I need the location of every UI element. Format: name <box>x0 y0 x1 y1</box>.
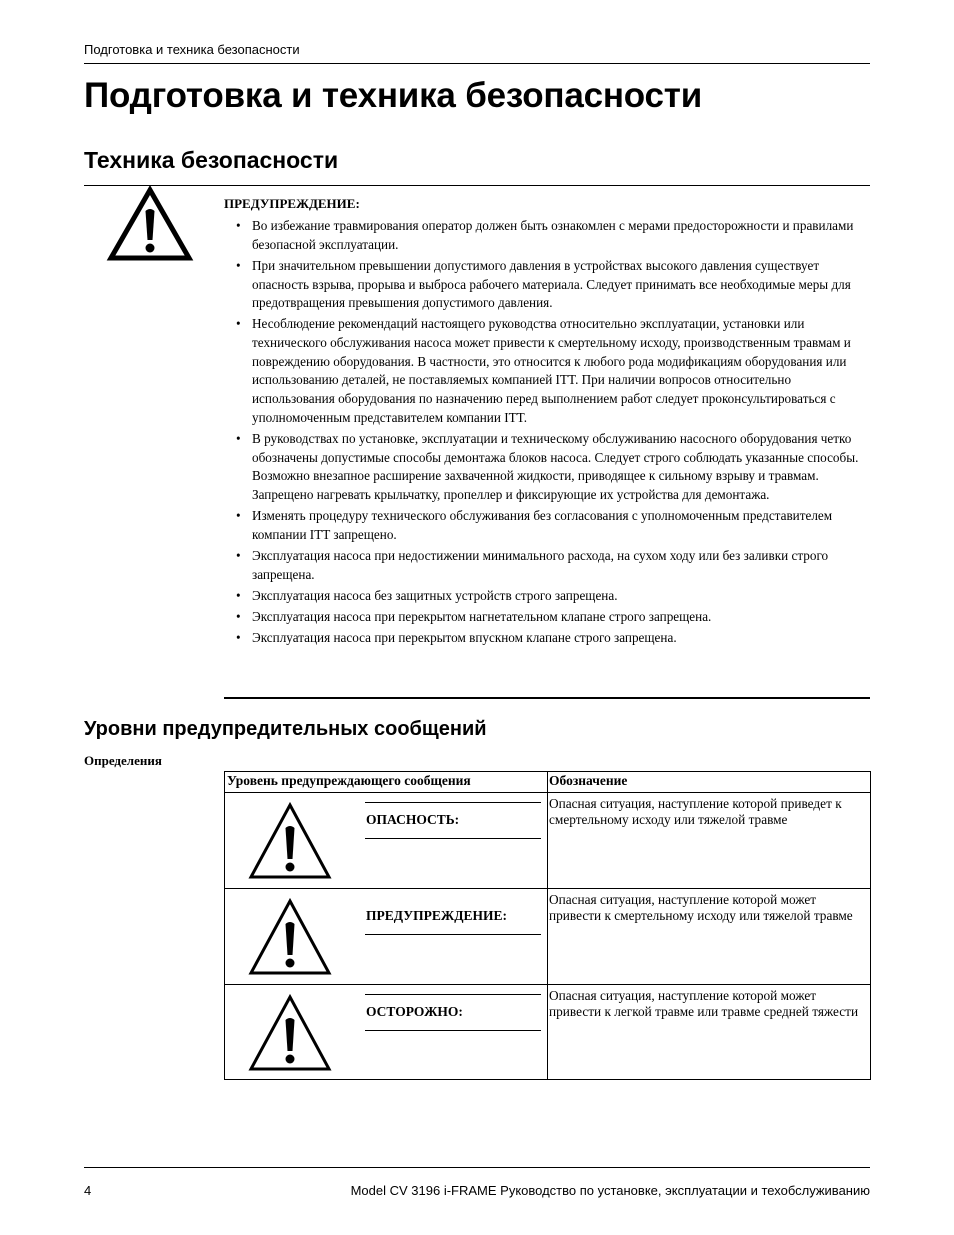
levels-title: Уровни предупредительных сообщений <box>84 718 487 740</box>
list-item: • Во избежание травмирования оператор должен быть ознакомлен с мерами предосторожности и правилами безопасной эксплуатации. <box>236 217 870 254</box>
list-item: • В руководствах по установке, эксплуатации и техническому обслуживанию насосного оборудования четко обозначены допустимые способы демонтажа блоков насоса. Следует строго соблюдать указанные способы. Возможно внезапное расширение захваченной жидкости, приводящее к сильному взрыву и травмам. Запрещено нагревать крыльчатку, пропеллер и фиксирующие их устройства для демонтажа. <box>236 430 870 505</box>
level-line-top <box>365 802 541 803</box>
level-description: Опасная ситуация, наступление которой может привести к смертельному исходу или тяжелой травме <box>549 892 853 923</box>
table-header-meaning: Обозначение <box>549 773 628 788</box>
section-rule <box>84 185 870 186</box>
level-name: ОПАСНОСТЬ: <box>366 812 460 827</box>
list-item: • Изменять процедуру технического обслуживания без согласования с уполномоченным представителем компании ITT запрещено. <box>236 507 870 544</box>
list-item: • Эксплуатация насоса при перекрытом нагнетательном клапане строго запрещена. <box>236 608 870 627</box>
list-item: • Эксплуатация насоса при недостижении минимального расхода, на сухом ходу или без заливки строго запрещена. <box>236 547 870 584</box>
section-title: Техника безопасности <box>84 147 339 173</box>
level-description: Опасная ситуация, наступление которой приведет к смертельному исходу или тяжелой травме <box>549 796 842 827</box>
hazard-levels-table <box>224 771 871 1080</box>
list-item: • Несоблюдение рекомендаций настоящего руководства относительно эксплуатации, установки или технического обслуживания насоса может привести к смертельному исходу, производственным травмам и повреждению оборудования. В частности, это относится к любого рода модификациям оборудования или использованию деталей, не поставляемых компанией ITT. При наличии вопросов относительно использования оборудования по назначению перед выполнением работ следует проконсультироваться с уполномоченным представителем компании ITT. <box>236 315 870 427</box>
level-name: ПРЕДУПРЕЖДЕНИЕ: <box>366 908 508 923</box>
warning-label: ПРЕДУПРЕЖДЕНИЕ: <box>224 196 360 211</box>
table-row <box>225 793 870 888</box>
warning-triangle-icon <box>247 897 333 977</box>
warning-triangle-icon <box>106 185 194 263</box>
level-line-bottom <box>365 838 541 839</box>
footer-rule <box>84 1167 870 1168</box>
level-line-bottom <box>365 934 541 935</box>
table-row <box>225 985 870 1080</box>
warning-block-rule <box>224 697 870 699</box>
list-item: • При значительном превышении допустимого давления в устройствах высокого давления существует опасность взрыва, прорыва и выброса рабочего материала. Следует принимать все необходимые меры для предотвращения превышения допустимого давления. <box>236 257 870 313</box>
footer-document-title: Model CV 3196 i-FRAME Руководство по установке, эксплуатации и техобслуживанию <box>350 1183 870 1198</box>
table-row <box>225 889 870 984</box>
page-title: Подготовка и техника безопасности <box>84 76 703 115</box>
level-description: Опасная ситуация, наступление которой может привести к легкой травме или травме средней тяжести <box>549 988 859 1019</box>
page-number: 4 <box>84 1183 92 1198</box>
warning-bullet-list <box>236 217 870 650</box>
table-header-level: Уровень предупреждающего сообщения <box>227 773 471 788</box>
warning-triangle-icon <box>247 993 333 1073</box>
warning-triangle-icon <box>247 801 333 881</box>
list-item: • Эксплуатация насоса без защитных устройств строго запрещена. <box>236 587 870 606</box>
running-header: Подготовка и техника безопасности <box>84 42 300 57</box>
definitions-label: Определения <box>84 753 162 768</box>
level-name: ОСТОРОЖНО: <box>366 1004 463 1019</box>
header-rule <box>84 63 870 64</box>
list-item: • Эксплуатация насоса при перекрытом впускном клапане строго запрещена. <box>236 629 870 648</box>
level-line-top <box>365 994 541 995</box>
level-line-bottom <box>365 1030 541 1031</box>
